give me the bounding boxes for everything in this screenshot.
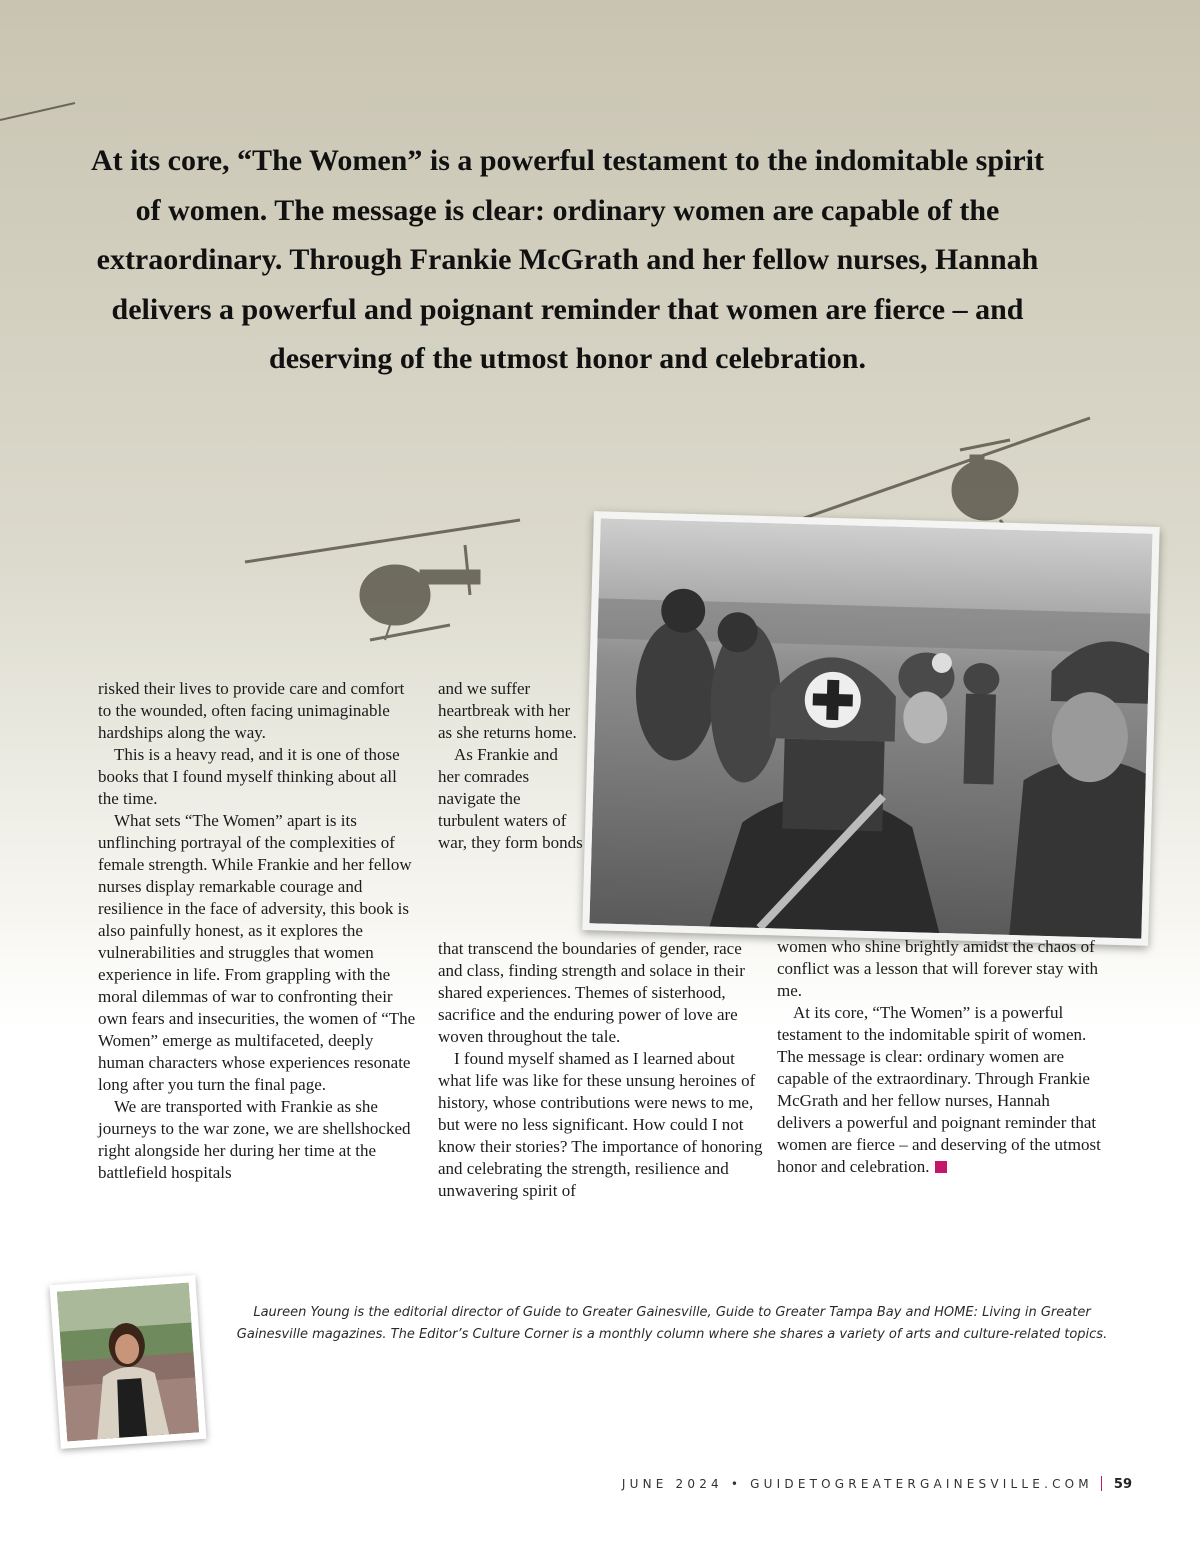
paragraph: risked their lives to provide care and comfort to the wounded, often facing unimaginable hardships along the way. xyxy=(98,679,405,742)
paragraph: This is a heavy read, and it is one of those books that I found myself thinking about all the time. xyxy=(98,745,400,808)
paragraph: I found myself shamed as I learned about what life was like for these unsung heroines of history, whose contributions were news to me, but were no less significant. How could I not know their stories? The importance of honoring and celebrating the strength, resilience and unwavering spirit of xyxy=(438,1049,763,1200)
paragraph: What sets “The Women” apart is its unflinching portrayal of the complexities of female strength. While Frankie and her fellow nurses display remarkable courage and resilience in the face of adversity, this book is also painfully honest, as it explores the vulnerabilities and struggles that women experience in life. From grappling with the moral dilemmas of war to confronting their own fears and insecurities, the women of “The Women” emerge as multifaceted, deeply human characters whose experiences resonate long after you turn the final page. xyxy=(98,811,416,1094)
paragraph: women who shine brightly amidst the chaos of conflict was a lesson that will forever stay with me. xyxy=(777,937,1099,1000)
paragraph: As Frankie and her comrades navigate the turbulent waters of war, they form bonds xyxy=(438,745,583,852)
article-column-2-bottom xyxy=(438,938,763,1202)
paragraph xyxy=(777,1002,1102,1178)
vietnam-nurses-image xyxy=(589,518,1152,938)
paragraph: that transcend the boundaries of gender, race and class, finding strength and solace in their shared experiences. Themes of sisterhood, sacrifice and the enduring power of love are woven throughout the tale. xyxy=(438,939,745,1046)
author-portrait-image xyxy=(57,1283,199,1442)
page-number: 59 xyxy=(1113,1477,1132,1492)
end-of-article-mark xyxy=(935,1161,947,1173)
paragraph: We are transported with Frankie as she journeys to the war zone, we are shellshocked right alongside her during her time at the battlefield hospitals xyxy=(98,1097,411,1182)
author-bio: Laureen Young is the editorial director of Guide to Greater Gainesville, Guide to Greater Tampa Bay and HOME: Living in Greater Gainesville magazines. The Editor’s Culture Corner is a monthly column where she shares a variety of arts and culture-related topics. xyxy=(236,1305,1108,1342)
footer-text: JUNE 2024 • GUIDETOGREATERGAINESVILLE.COM xyxy=(621,1477,1093,1491)
closing-paragraph-text: At its core, “The Women” is a powerful testament to the indomitable spirit of women. The message is clear: ordinary women are capable of the extraordinary. Through Frankie McGrath and her fellow nurses, Hannah delivers a powerful and poignant reminder that women are fierce – and deserving of the utmost honor and celebration. xyxy=(777,1003,1101,1176)
page-footer xyxy=(540,1476,1132,1492)
paragraph: and we suffer heartbreak with her as she returns home. xyxy=(438,679,577,742)
article-column-2-top xyxy=(438,678,583,854)
pull-quote: At its core, “The Women” is a powerful testament to the indomitable spirit of women. The message is clear: ordinary women are capable of the extraordinary. Through Frankie McGrath and her fellow nurses, Hannah delivers a powerful and poignant reminder that women are fierce – and deserving of the utmost honor and celebration. xyxy=(91,144,1044,375)
author-photo xyxy=(49,1275,206,1449)
article-column-3 xyxy=(777,936,1102,1178)
footer-divider xyxy=(1101,1476,1102,1491)
article-column-1 xyxy=(98,678,420,1184)
nurses-photo xyxy=(582,511,1159,946)
